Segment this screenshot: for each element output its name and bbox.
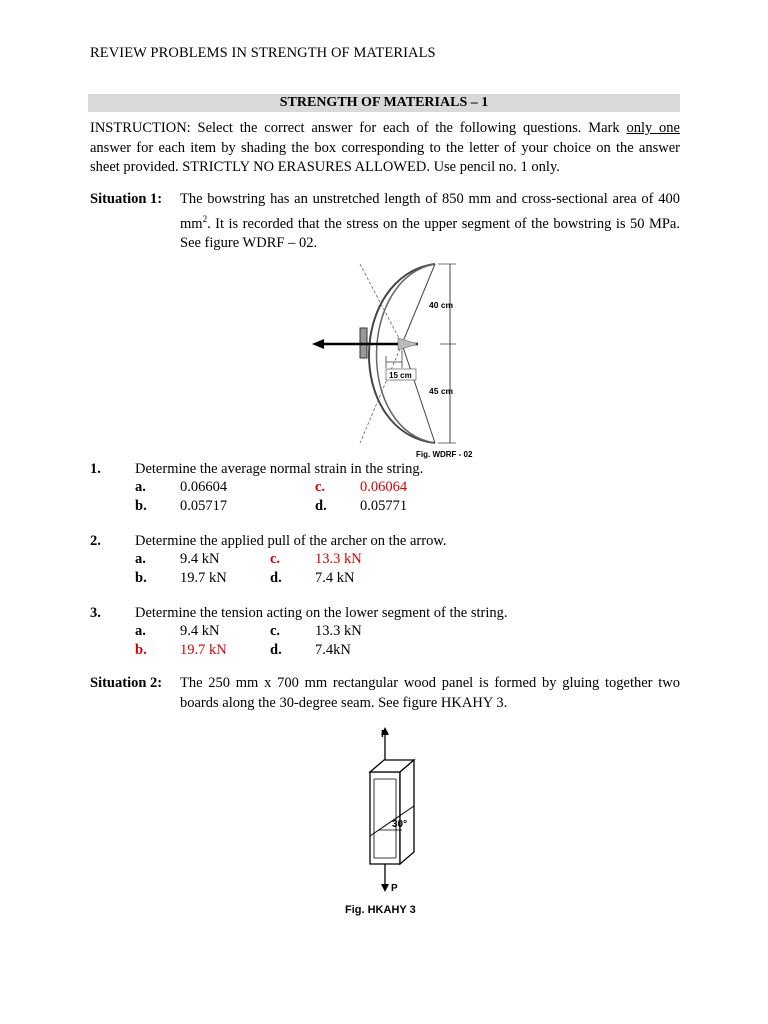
question-3 [90,604,680,664]
situation-1-superscript: 2 [202,213,208,224]
section-title-bar [88,94,680,112]
figure-bow-diagram [300,258,480,458]
instruction-emphasis: only one [626,120,680,136]
q1-option-b-value: 0.05717 [180,498,228,514]
question-3-text: Determine the tension acting on the lower segment of the string. [135,605,508,621]
situation-1-text-b: . It is recorded that the stress on the upper segment of the bowstring is 50 MPa. See figure WDRF – 02. [180,215,680,251]
figure-wood-panel-diagram [340,724,440,896]
q3-option-a-value: 9.4 kN [180,623,220,639]
q3-option-d-letter: d. [270,642,282,658]
question-1-number: 1. [90,461,101,477]
load-label-bottom: P [391,883,398,894]
situation-1-text-a: The bowstring has an unstretched length of 850 mm and cross-sectional area of 400 mm [180,191,680,232]
q2-option-c-letter: c. [270,551,281,567]
q1-option-a-letter: a. [135,479,146,495]
arrow-fletching [398,338,418,350]
q3-option-c-value: 13.3 kN [315,623,362,639]
q3-option-b-letter: b. [135,642,147,658]
situation-2-label: Situation 2: [90,675,163,691]
q3-option-d-value: 7.4kN [315,642,351,658]
question-1-text: Determine the average normal strain in the string. [135,461,424,477]
dim-label-horizontal: 15 cm [389,371,412,380]
panel-side-face [400,760,414,864]
q1-option-d-letter: d. [315,498,327,514]
q3-option-c-letter: c. [270,623,281,639]
question-1 [90,460,680,520]
question-3-number: 3. [90,605,101,621]
question-2-text: Determine the applied pull of the archer on the arrow. [135,533,447,549]
q2-option-b-value: 19.7 kN [180,570,227,586]
situation-1-text [180,190,680,253]
load-arrow-bottom-head [381,884,389,892]
instruction-text-2: answer for each item by shading the box corresponding to the letter of your choice on the answer sheet provided. STRICTLY NO ERASURES ALLOWED. Use pencil no. 1 only. [90,139,680,175]
q2-option-c-value: 13.3 kN [315,551,362,567]
dashed-line-lower [360,344,402,443]
q1-option-c-letter: c. [315,479,326,495]
instruction-text-1: INSTRUCTION: Select the correct answer for each of the following questions. Mark [90,120,627,136]
q3-option-b-value: 19.7 kN [180,642,227,658]
q1-option-b-letter: b. [135,498,147,514]
angle-label: 30° [392,819,408,830]
q3-option-a-letter: a. [135,623,146,639]
situation-2-text: The 250 mm x 700 mm rectangular wood panel is formed by gluing together two boards along the 30-degree seam. See figure HKAHY 3. [180,675,680,711]
q2-option-d-letter: d. [270,570,282,586]
situation-1-label: Situation 1: [90,191,163,207]
section-title: STRENGTH OF MATERIALS – 1 [279,95,489,110]
dim-label-top: 40 cm [429,300,454,310]
q2-option-a-value: 9.4 kN [180,551,220,567]
q2-option-a-letter: a. [135,551,146,567]
q1-option-a-value: 0.06604 [180,479,228,495]
document-header: REVIEW PROBLEMS IN STRENGTH OF MATERIALS [90,45,436,61]
instruction-paragraph [90,119,680,178]
question-2 [90,532,680,592]
panel-front-face [370,772,400,864]
load-label-top: P [381,729,388,740]
situation-1 [90,190,680,253]
figure-1-caption: Fig. WDRF - 02 [416,450,473,459]
situation-2 [90,674,680,713]
arrow-head [312,339,324,349]
dim-label-bottom: 45 cm [429,386,454,396]
q1-option-d-value: 0.05771 [360,498,408,514]
q1-option-c-value: 0.06064 [360,479,408,495]
q2-option-d-value: 7.4 kN [315,570,355,586]
question-2-number: 2. [90,533,101,549]
figure-2-caption: Fig. HKAHY 3 [345,904,416,916]
q2-option-b-letter: b. [135,570,147,586]
